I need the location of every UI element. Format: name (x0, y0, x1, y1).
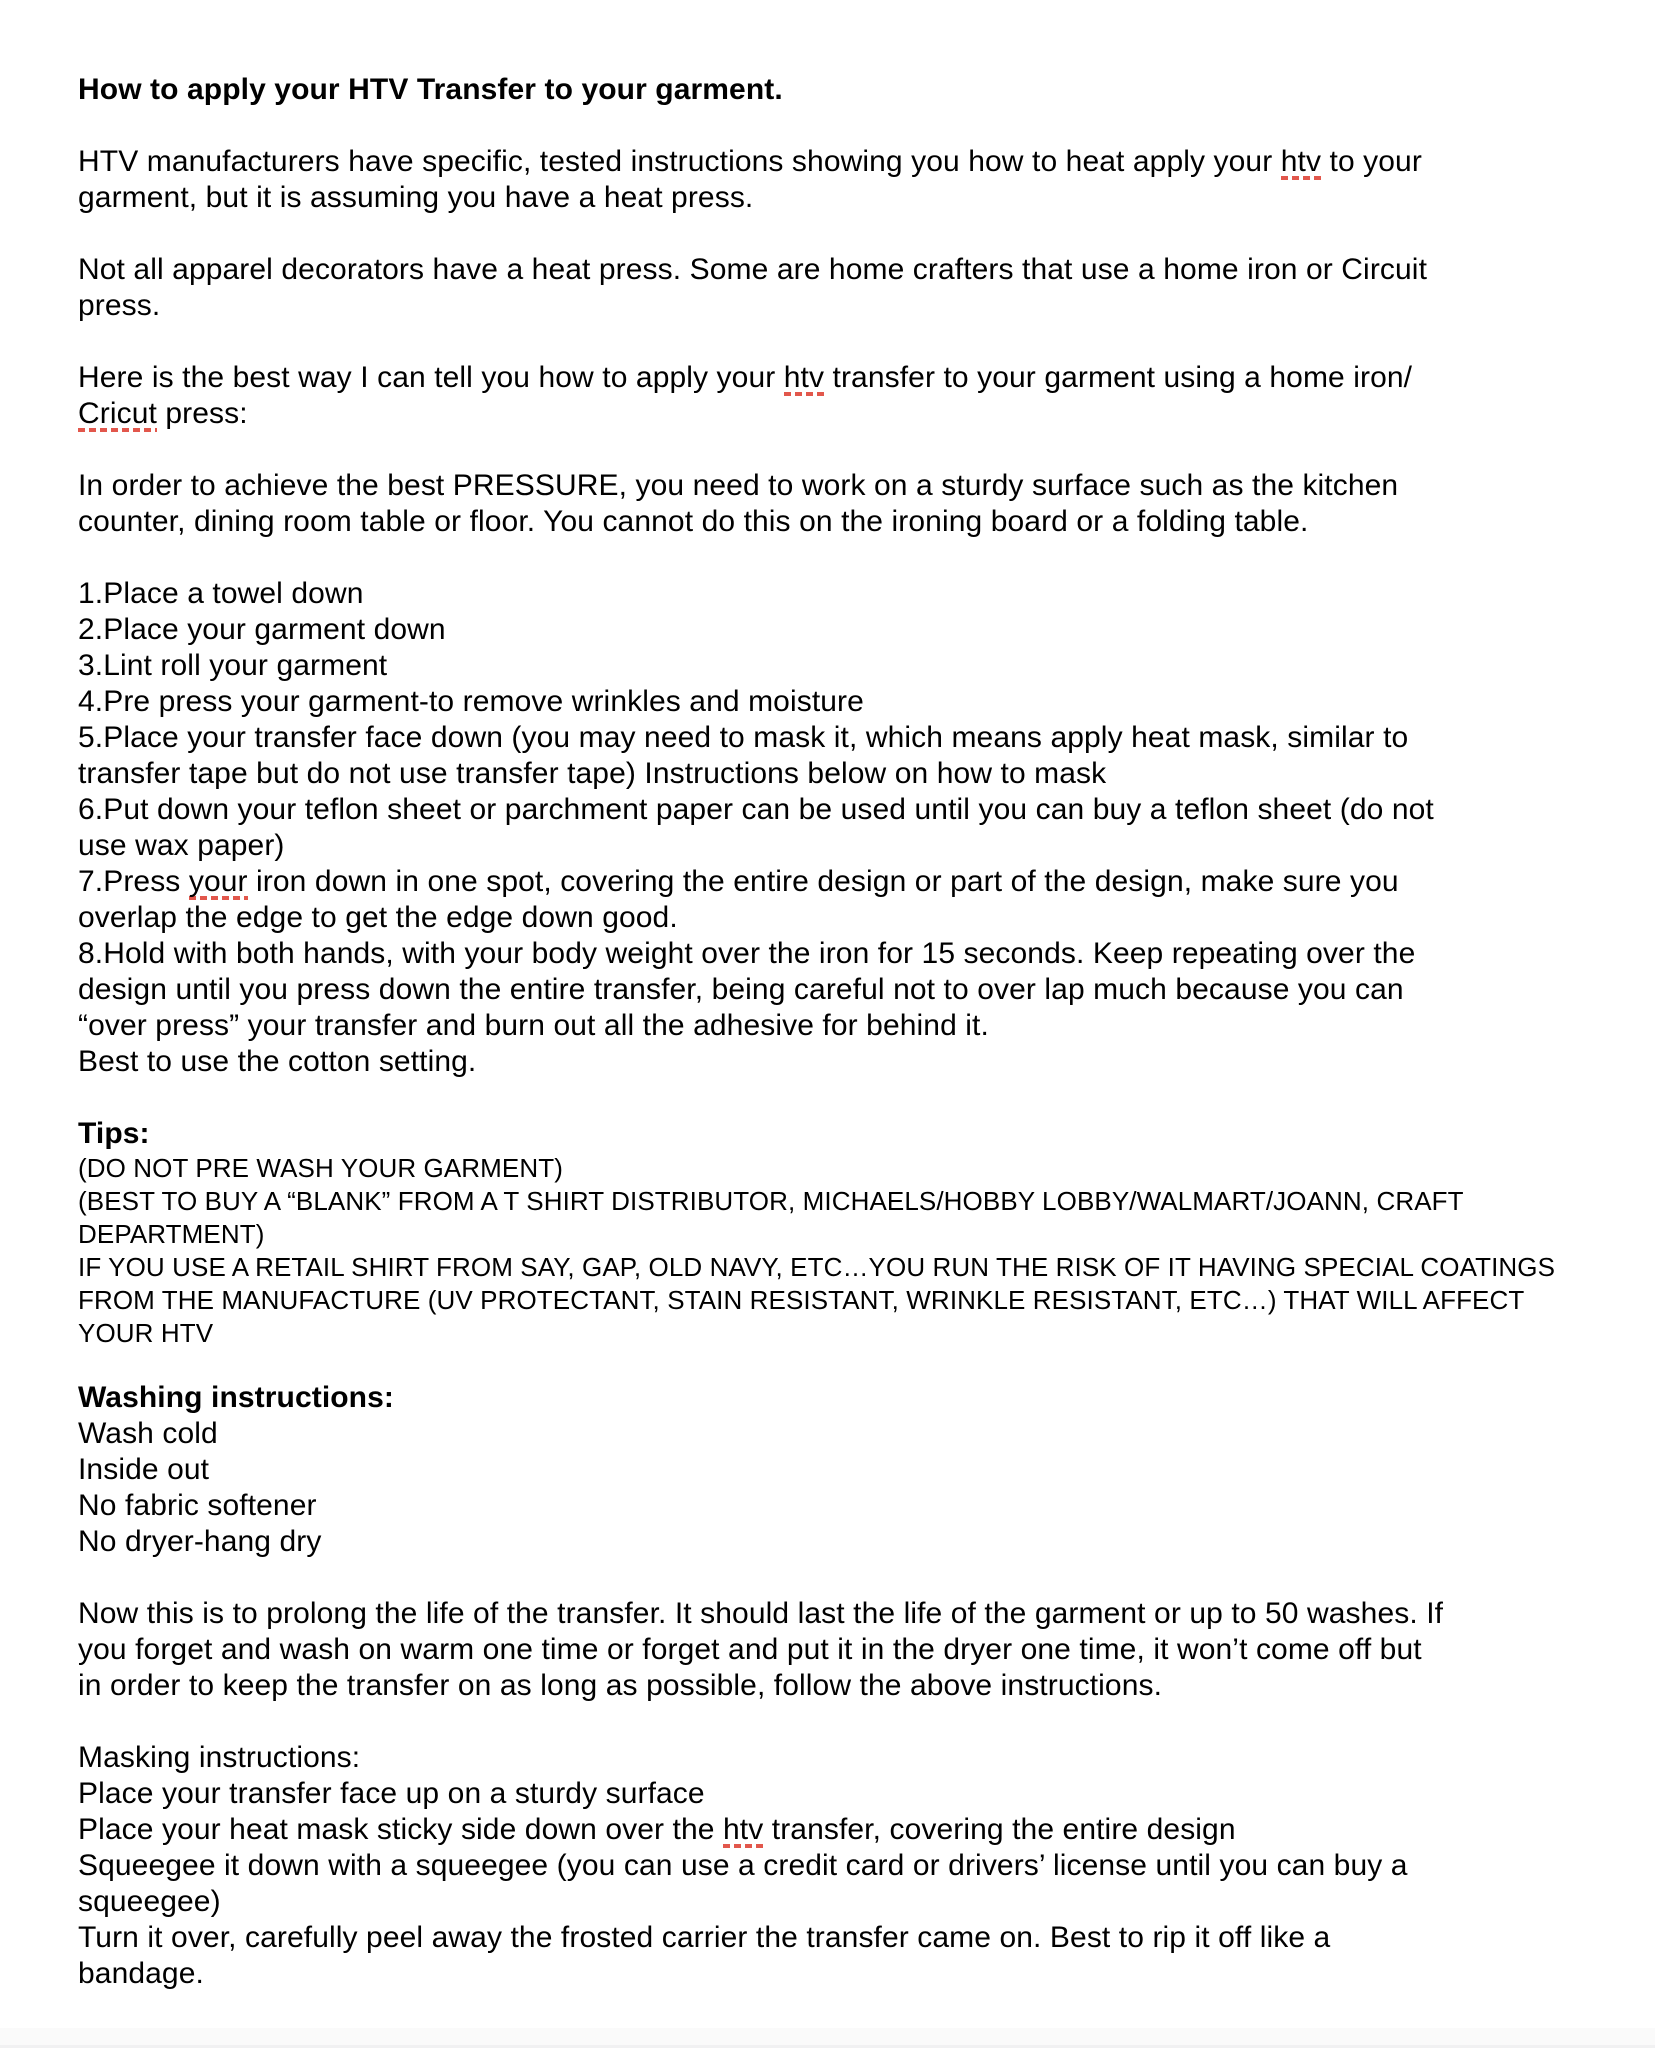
gap-8 (78, 1560, 1615, 1596)
text-line (78, 1812, 1615, 1848)
text-line (78, 828, 1615, 864)
misspelled-word: your (188, 865, 248, 898)
title (78, 72, 1615, 108)
misspelled-word: htv (783, 361, 825, 394)
text-run: No dryer-hang dry (78, 1525, 322, 1558)
text-line (78, 1596, 1615, 1632)
pressure-paragraph (78, 468, 1615, 540)
text-run: bandage. (78, 1957, 204, 1990)
text-line (78, 468, 1615, 504)
text-line (78, 1185, 1615, 1218)
text-run: (BEST TO BUY A “BLANK” FROM A T SHIRT DISTRIBUTOR, MICHAELS/HOBBY LOBBY/WALMART/JOANN, CRAFT (78, 1186, 1464, 1216)
gap-7 (78, 1350, 1615, 1380)
text-line (78, 1044, 1615, 1080)
text-run: HTV manufacturers have specific, tested instructions showing you how to heat apply your (78, 145, 1281, 178)
text-run: Now this is to prolong the life of the transfer. It should last the life of the garment or up to 50 washes. If (78, 1597, 1444, 1630)
text-run: Squeegee it down with a squeegee (you can use a credit card or drivers’ license until you can buy a (78, 1849, 1408, 1882)
text-run: Place your heat mask sticky side down over the (78, 1813, 723, 1846)
text-run: Not all apparel decorators have a heat press. Some are home crafters that use a home iron or Circuit (78, 253, 1427, 286)
text-line (78, 1416, 1615, 1452)
text-run: counter, dining room table or floor. You cannot do this on the ironing board or a folding table. (78, 505, 1309, 538)
text-run: Turn it over, carefully peel away the frosted carrier the transfer came on. Best to rip it off like a (78, 1921, 1331, 1954)
text-run: design until you press down the entire transfer, being careful not to over lap much because you can (78, 973, 1404, 1006)
text-line (78, 1884, 1615, 1920)
no-heat-press-paragraph (78, 252, 1615, 324)
text-line (78, 684, 1615, 720)
text-run: YOUR HTV (78, 1318, 214, 1348)
text-line (78, 504, 1615, 540)
text-line (78, 1848, 1615, 1884)
text-line (78, 1524, 1615, 1560)
tips-heading (78, 1116, 1615, 1152)
text-run: No fabric softener (78, 1489, 317, 1522)
text-run: Wash cold (78, 1417, 218, 1450)
text-line (78, 900, 1615, 936)
text-line (78, 792, 1615, 828)
text-line (78, 756, 1615, 792)
text-run: 1.Place a towel down (78, 577, 364, 610)
text-line (78, 1284, 1615, 1317)
text-run: 4.Pre press your garment-to remove wrinkles and moisture (78, 685, 864, 718)
longevity-paragraph (78, 1596, 1615, 1704)
text-run: transfer to your garment using a home iron/ (824, 361, 1413, 394)
gap-5 (78, 540, 1615, 576)
text-run: “over press” your transfer and burn out all the adhesive for behind it. (78, 1009, 989, 1042)
text-line (78, 720, 1615, 756)
text-run: Best to use the cotton setting. (78, 1045, 477, 1078)
misspelled-word: Cricut (78, 397, 157, 430)
best-way-paragraph (78, 360, 1615, 432)
text-line (78, 1740, 1615, 1776)
text-run: DEPARTMENT) (78, 1219, 265, 1249)
text-run: FROM THE MANUFACTURE (UV PROTECTANT, STAIN RESISTANT, WRINKLE RESISTANT, ETC…) THAT WILL AFFECT (78, 1285, 1525, 1315)
text-line (78, 1452, 1615, 1488)
text-run: squeegee) (78, 1885, 221, 1918)
text-line (78, 936, 1615, 972)
text-run: 3.Lint roll your garment (78, 649, 388, 682)
text-run: Washing instructions: (78, 1381, 394, 1414)
text-line (78, 180, 1615, 216)
washing-rules (78, 1416, 1615, 1560)
intro-paragraph (78, 144, 1615, 216)
text-run: transfer tape but do not use transfer tape) Instructions below on how to mask (78, 757, 1107, 790)
text-line (78, 72, 1615, 108)
text-line (78, 1668, 1615, 1704)
text-run: Place your transfer face up on a sturdy surface (78, 1777, 705, 1810)
misspelled-word: htv (723, 1813, 764, 1846)
text-line (78, 396, 1615, 432)
text-line (78, 1152, 1615, 1185)
text-line (78, 864, 1615, 900)
text-line (78, 360, 1615, 396)
text-line (78, 1317, 1615, 1350)
text-line (78, 1380, 1615, 1416)
text-line (78, 1776, 1615, 1812)
bottom-bar (0, 2028, 1655, 2048)
text-run: How to apply your HTV Transfer to your garment. (78, 73, 783, 106)
gap-1 (78, 108, 1615, 144)
gap-2 (78, 216, 1615, 252)
text-run: In order to achieve the best PRESSURE, you need to work on a sturdy surface such as the kitchen (78, 469, 1399, 502)
text-run: transfer, covering the entire design (763, 1813, 1236, 1846)
gap-4 (78, 432, 1615, 468)
text-line (78, 972, 1615, 1008)
text-run: (DO NOT PRE WASH YOUR GARMENT) (78, 1153, 563, 1183)
washing-heading (78, 1380, 1615, 1416)
text-run: Here is the best way I can tell you how to apply your (78, 361, 784, 394)
text-line (78, 1251, 1615, 1284)
tips-notes (78, 1152, 1615, 1350)
text-line (78, 612, 1615, 648)
text-run: in order to keep the transfer on as long as possible, follow the above instructions. (78, 1669, 1163, 1702)
text-run: 7.Press (78, 865, 189, 898)
misspelled-word: htv (1280, 145, 1322, 178)
text-run: 6.Put down your teflon sheet or parchment paper can be used until you can buy a teflon sheet (do not (78, 793, 1434, 826)
text-run: Tips: (78, 1117, 150, 1150)
text-line (78, 144, 1615, 180)
document-content (78, 72, 1615, 1992)
text-line (78, 1116, 1615, 1152)
text-run: overlap the edge to get the edge down good. (78, 901, 678, 934)
gap-9 (78, 1704, 1615, 1740)
gap-6 (78, 1080, 1615, 1116)
text-line (78, 576, 1615, 612)
text-line (78, 1956, 1615, 1992)
text-run: 8.Hold with both hands, with your body weight over the iron for 15 seconds. Keep repeating over the (78, 937, 1416, 970)
text-run: garment, but it is assuming you have a heat press. (78, 181, 754, 214)
text-run: to your (1321, 145, 1422, 178)
text-run: iron down in one spot, covering the entire design or part of the design, make sure you (247, 865, 1399, 898)
text-run: press. (78, 289, 161, 322)
text-line (78, 648, 1615, 684)
text-run: 5.Place your transfer face down (you may need to mask it, which means apply heat mask, similar to (78, 721, 1409, 754)
text-line (78, 1632, 1615, 1668)
text-line (78, 1218, 1615, 1251)
text-run: Masking instructions: (78, 1741, 361, 1774)
text-run: 2.Place your garment down (78, 613, 446, 646)
text-line (78, 1488, 1615, 1524)
text-line (78, 1920, 1615, 1956)
steps-list (78, 576, 1615, 1080)
text-run: you forget and wash on warm one time or forget and put it in the dryer one time, it won’t come off but (78, 1633, 1422, 1666)
text-run: use wax paper) (78, 829, 285, 862)
text-run: Inside out (78, 1453, 210, 1486)
gap-3 (78, 324, 1615, 360)
masking-section (78, 1740, 1615, 1992)
text-line (78, 288, 1615, 324)
text-line (78, 1008, 1615, 1044)
text-run: IF YOU USE A RETAIL SHIRT FROM SAY, GAP, OLD NAVY, ETC…YOU RUN THE RISK OF IT HAVING SPECIAL COATINGS (78, 1252, 1556, 1282)
text-line (78, 252, 1615, 288)
text-run: press: (156, 397, 248, 430)
